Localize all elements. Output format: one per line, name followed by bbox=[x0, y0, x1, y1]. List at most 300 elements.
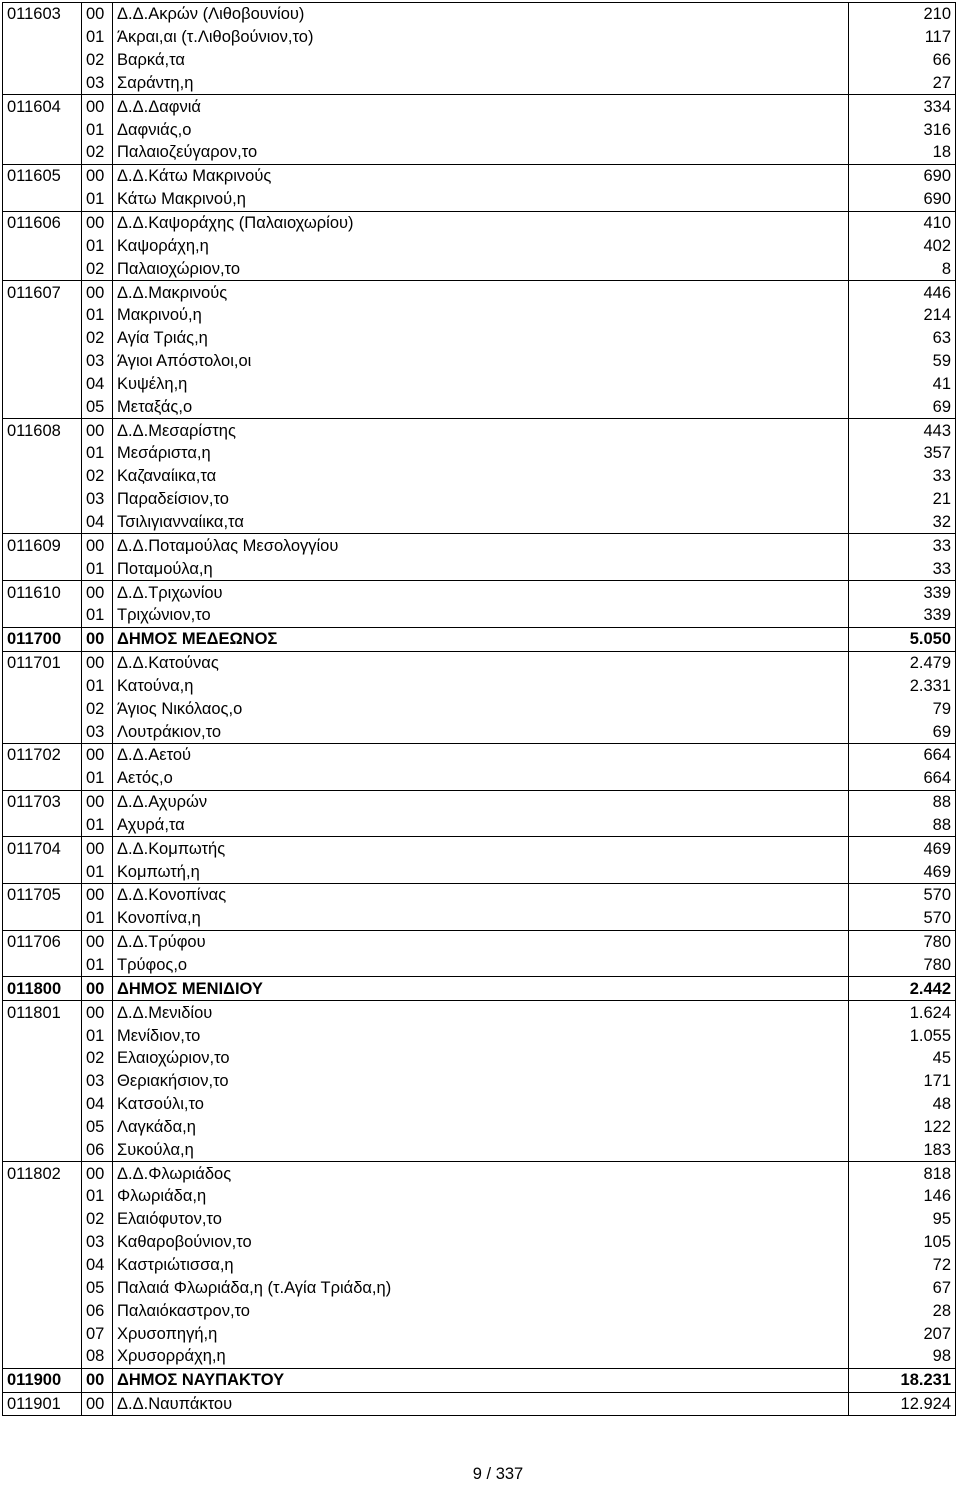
table-row bbox=[3, 814, 956, 837]
subcode-cell: 00 bbox=[82, 419, 113, 442]
code-cell: 011704 bbox=[3, 837, 82, 860]
code-cell bbox=[3, 1276, 82, 1299]
table-row bbox=[3, 767, 956, 790]
code-cell: 011606 bbox=[3, 211, 82, 234]
population-cell: 5.050 bbox=[849, 627, 956, 651]
table-row bbox=[3, 1254, 956, 1277]
code-cell: 011900 bbox=[3, 1368, 82, 1392]
code-cell bbox=[3, 188, 82, 211]
name-cell: Λουτράκιον,το bbox=[113, 720, 849, 743]
name-cell: Δ.Δ.Μακρινούς bbox=[113, 281, 849, 304]
subcode-cell: 01 bbox=[82, 954, 113, 977]
population-cell: 117 bbox=[849, 26, 956, 49]
table-row bbox=[3, 1276, 956, 1299]
subcode-cell: 03 bbox=[82, 1231, 113, 1254]
table-row bbox=[3, 488, 956, 511]
code-cell: 011603 bbox=[3, 3, 82, 26]
table-row bbox=[3, 557, 956, 580]
name-cell: Δ.Δ.Αετού bbox=[113, 744, 849, 767]
subcode-cell: 00 bbox=[82, 1162, 113, 1185]
name-cell: Μενίδιον,το bbox=[113, 1024, 849, 1047]
subcode-cell: 06 bbox=[82, 1299, 113, 1322]
table-row bbox=[3, 395, 956, 418]
table-row bbox=[3, 304, 956, 327]
subcode-cell: 02 bbox=[82, 1208, 113, 1231]
subcode-cell: 03 bbox=[82, 350, 113, 373]
subcode-cell: 01 bbox=[82, 188, 113, 211]
subcode-cell: 00 bbox=[82, 627, 113, 651]
subcode-cell: 02 bbox=[82, 141, 113, 164]
code-cell bbox=[3, 234, 82, 257]
code-cell: 011702 bbox=[3, 744, 82, 767]
subcode-cell: 02 bbox=[82, 697, 113, 720]
population-cell: 95 bbox=[849, 1208, 956, 1231]
table-row bbox=[3, 1093, 956, 1116]
code-cell: 011607 bbox=[3, 281, 82, 304]
name-cell: Κομπωτή,η bbox=[113, 860, 849, 883]
subcode-cell: 07 bbox=[82, 1322, 113, 1345]
name-cell: Λαγκάδα,η bbox=[113, 1116, 849, 1139]
population-cell: 818 bbox=[849, 1162, 956, 1185]
population-cell: 402 bbox=[849, 234, 956, 257]
table-row bbox=[3, 373, 956, 396]
subcode-cell: 00 bbox=[82, 1392, 113, 1416]
population-cell: 2.479 bbox=[849, 651, 956, 674]
subcode-cell: 01 bbox=[82, 304, 113, 327]
name-cell: Μακρινού,η bbox=[113, 304, 849, 327]
subcode-cell: 01 bbox=[82, 26, 113, 49]
table-row bbox=[3, 837, 956, 860]
name-cell: Δ.Δ.Τρύφου bbox=[113, 930, 849, 953]
subcode-cell: 04 bbox=[82, 511, 113, 534]
code-cell bbox=[3, 1345, 82, 1368]
subcode-cell: 01 bbox=[82, 814, 113, 837]
subcode-cell: 01 bbox=[82, 118, 113, 141]
name-cell: Άκραι,αι (τ.Λιθοβούνιον,το) bbox=[113, 26, 849, 49]
table-row bbox=[3, 1024, 956, 1047]
name-cell: Δ.Δ.Κατούνας bbox=[113, 651, 849, 674]
code-cell bbox=[3, 1208, 82, 1231]
code-cell bbox=[3, 72, 82, 95]
population-cell: 69 bbox=[849, 720, 956, 743]
code-cell bbox=[3, 1093, 82, 1116]
code-cell bbox=[3, 304, 82, 327]
code-cell bbox=[3, 1299, 82, 1322]
subcode-cell: 03 bbox=[82, 72, 113, 95]
population-cell: 446 bbox=[849, 281, 956, 304]
name-cell: Παραδείσιον,το bbox=[113, 488, 849, 511]
code-cell: 011705 bbox=[3, 884, 82, 907]
name-cell: Άγιοι Απόστολοι,οι bbox=[113, 350, 849, 373]
population-cell: 443 bbox=[849, 419, 956, 442]
code-cell bbox=[3, 860, 82, 883]
code-cell bbox=[3, 118, 82, 141]
table-row bbox=[3, 26, 956, 49]
table-row bbox=[3, 1345, 956, 1368]
name-cell: Κάτω Μακρινού,η bbox=[113, 188, 849, 211]
name-cell: Κατσούλι,το bbox=[113, 1093, 849, 1116]
table-row bbox=[3, 465, 956, 488]
page-number: 9 / 337 bbox=[472, 1465, 524, 1483]
subcode-cell: 01 bbox=[82, 557, 113, 580]
table-row bbox=[3, 1162, 956, 1185]
table-row bbox=[3, 1208, 956, 1231]
name-cell: Μεσάριστα,η bbox=[113, 442, 849, 465]
subcode-cell: 01 bbox=[82, 1024, 113, 1047]
population-cell: 33 bbox=[849, 534, 956, 557]
subcode-cell: 00 bbox=[82, 3, 113, 26]
population-cell: 18 bbox=[849, 141, 956, 164]
subcode-cell: 01 bbox=[82, 234, 113, 257]
subcode-cell: 05 bbox=[82, 395, 113, 418]
table-row bbox=[3, 907, 956, 930]
subcode-cell: 03 bbox=[82, 720, 113, 743]
population-cell: 33 bbox=[849, 465, 956, 488]
table-row bbox=[3, 1047, 956, 1070]
table-row bbox=[3, 1116, 956, 1139]
table-row bbox=[3, 697, 956, 720]
population-cell: 664 bbox=[849, 744, 956, 767]
table-row bbox=[3, 511, 956, 534]
code-cell: 011703 bbox=[3, 790, 82, 813]
population-cell: 88 bbox=[849, 790, 956, 813]
name-cell: Κυψέλη,η bbox=[113, 373, 849, 396]
subcode-cell: 00 bbox=[82, 581, 113, 604]
name-cell: Καζαναίικα,τα bbox=[113, 465, 849, 488]
name-cell: Χρυσοπηγή,η bbox=[113, 1322, 849, 1345]
name-cell: ΔΗΜΟΣ ΝΑΥΠΑΚΤΟΥ bbox=[113, 1368, 849, 1392]
table-row bbox=[3, 350, 956, 373]
subcode-cell: 05 bbox=[82, 1116, 113, 1139]
table-row bbox=[3, 627, 956, 651]
table-row bbox=[3, 674, 956, 697]
name-cell: Δαφνιάς,ο bbox=[113, 118, 849, 141]
table-row bbox=[3, 1299, 956, 1322]
population-cell: 59 bbox=[849, 350, 956, 373]
table-row bbox=[3, 720, 956, 743]
table-row bbox=[3, 72, 956, 95]
subcode-cell: 00 bbox=[82, 977, 113, 1001]
subcode-cell: 00 bbox=[82, 164, 113, 187]
population-cell: 21 bbox=[849, 488, 956, 511]
table-row bbox=[3, 257, 956, 280]
subcode-cell: 00 bbox=[82, 930, 113, 953]
name-cell: Σαράντη,η bbox=[113, 72, 849, 95]
subcode-cell: 04 bbox=[82, 1093, 113, 1116]
table-row bbox=[3, 977, 956, 1001]
population-cell: 214 bbox=[849, 304, 956, 327]
population-cell: 570 bbox=[849, 884, 956, 907]
code-cell bbox=[3, 954, 82, 977]
code-cell: 011605 bbox=[3, 164, 82, 187]
name-cell: Φλωριάδα,η bbox=[113, 1185, 849, 1208]
population-cell: 32 bbox=[849, 511, 956, 534]
population-cell: 357 bbox=[849, 442, 956, 465]
subcode-cell: 06 bbox=[82, 1138, 113, 1161]
population-cell: 67 bbox=[849, 1276, 956, 1299]
name-cell: Κατούνα,η bbox=[113, 674, 849, 697]
subcode-cell: 02 bbox=[82, 465, 113, 488]
population-cell: 469 bbox=[849, 860, 956, 883]
name-cell: Τρύφος,ο bbox=[113, 954, 849, 977]
name-cell: Μεταξάς,ο bbox=[113, 395, 849, 418]
table-row bbox=[3, 744, 956, 767]
table-row bbox=[3, 1392, 956, 1416]
code-cell: 011901 bbox=[3, 1392, 82, 1416]
table-row bbox=[3, 1322, 956, 1345]
population-cell: 1.624 bbox=[849, 1001, 956, 1024]
subcode-cell: 00 bbox=[82, 534, 113, 557]
code-cell bbox=[3, 465, 82, 488]
code-cell: 011609 bbox=[3, 534, 82, 557]
population-cell: 98 bbox=[849, 1345, 956, 1368]
name-cell: Δ.Δ.Μενιδίου bbox=[113, 1001, 849, 1024]
subcode-cell: 01 bbox=[82, 674, 113, 697]
code-cell bbox=[3, 767, 82, 790]
name-cell: Θεριακήσιον,το bbox=[113, 1070, 849, 1093]
name-cell: Δ.Δ.Κομπωτής bbox=[113, 837, 849, 860]
code-cell: 011802 bbox=[3, 1162, 82, 1185]
table-body bbox=[3, 3, 956, 1416]
code-cell bbox=[3, 1185, 82, 1208]
population-cell: 45 bbox=[849, 1047, 956, 1070]
population-cell: 41 bbox=[849, 373, 956, 396]
table-row bbox=[3, 3, 956, 26]
subcode-cell: 04 bbox=[82, 1254, 113, 1277]
name-cell: Δ.Δ.Ακρών (Λιθοβουνίου) bbox=[113, 3, 849, 26]
population-cell: 469 bbox=[849, 837, 956, 860]
code-cell bbox=[3, 350, 82, 373]
code-cell bbox=[3, 395, 82, 418]
subcode-cell: 01 bbox=[82, 860, 113, 883]
population-cell: 664 bbox=[849, 767, 956, 790]
population-cell: 33 bbox=[849, 557, 956, 580]
table-row bbox=[3, 1001, 956, 1024]
name-cell: Δ.Δ.Αχυρών bbox=[113, 790, 849, 813]
population-cell: 72 bbox=[849, 1254, 956, 1277]
population-cell: 1.055 bbox=[849, 1024, 956, 1047]
code-cell bbox=[3, 327, 82, 350]
name-cell: Δ.Δ.Φλωριάδος bbox=[113, 1162, 849, 1185]
name-cell: Δ.Δ.Κάτω Μακρινούς bbox=[113, 164, 849, 187]
code-cell bbox=[3, 557, 82, 580]
code-cell bbox=[3, 1254, 82, 1277]
name-cell: ΔΗΜΟΣ ΜΕΔΕΩΝΟΣ bbox=[113, 627, 849, 651]
code-cell bbox=[3, 604, 82, 627]
code-cell bbox=[3, 257, 82, 280]
name-cell: Αετός,ο bbox=[113, 767, 849, 790]
name-cell: Δ.Δ.Κονοπίνας bbox=[113, 884, 849, 907]
subcode-cell: 01 bbox=[82, 604, 113, 627]
subcode-cell: 03 bbox=[82, 488, 113, 511]
name-cell: Παλαιοχώριον,το bbox=[113, 257, 849, 280]
name-cell: Χρυσορράχη,η bbox=[113, 1345, 849, 1368]
population-cell: 210 bbox=[849, 3, 956, 26]
subcode-cell: 05 bbox=[82, 1276, 113, 1299]
code-cell bbox=[3, 141, 82, 164]
name-cell: Άγιος Νικόλαος,ο bbox=[113, 697, 849, 720]
name-cell: Δ.Δ.Μεσαρίστης bbox=[113, 419, 849, 442]
population-cell: 2.442 bbox=[849, 977, 956, 1001]
subcode-cell: 01 bbox=[82, 907, 113, 930]
subcode-cell: 02 bbox=[82, 257, 113, 280]
code-cell bbox=[3, 674, 82, 697]
population-cell: 69 bbox=[849, 395, 956, 418]
code-cell: 011800 bbox=[3, 977, 82, 1001]
code-cell bbox=[3, 49, 82, 72]
name-cell: Δ.Δ.Ναυπάκτου bbox=[113, 1392, 849, 1416]
table-row bbox=[3, 442, 956, 465]
code-cell bbox=[3, 1070, 82, 1093]
table-row bbox=[3, 49, 956, 72]
name-cell: Κονοπίνα,η bbox=[113, 907, 849, 930]
subcode-cell: 00 bbox=[82, 1368, 113, 1392]
table-row bbox=[3, 419, 956, 442]
population-cell: 63 bbox=[849, 327, 956, 350]
table-row bbox=[3, 790, 956, 813]
code-cell bbox=[3, 814, 82, 837]
subcode-cell: 02 bbox=[82, 327, 113, 350]
table-row bbox=[3, 1368, 956, 1392]
subcode-cell: 01 bbox=[82, 1185, 113, 1208]
population-cell: 570 bbox=[849, 907, 956, 930]
name-cell: Παλαιόκαστρον,το bbox=[113, 1299, 849, 1322]
code-cell: 011801 bbox=[3, 1001, 82, 1024]
name-cell: Τσιλιγιανναίικα,τα bbox=[113, 511, 849, 534]
table-row bbox=[3, 327, 956, 350]
code-cell bbox=[3, 488, 82, 511]
population-cell: 316 bbox=[849, 118, 956, 141]
subcode-cell: 00 bbox=[82, 281, 113, 304]
population-cell: 339 bbox=[849, 604, 956, 627]
population-cell: 207 bbox=[849, 1322, 956, 1345]
name-cell: Βαρκά,τα bbox=[113, 49, 849, 72]
population-table bbox=[2, 2, 956, 1416]
table-row bbox=[3, 1231, 956, 1254]
population-cell: 12.924 bbox=[849, 1392, 956, 1416]
name-cell: Παλαιά Φλωριάδα,η (τ.Αγία Τριάδα,η) bbox=[113, 1276, 849, 1299]
population-cell: 122 bbox=[849, 1116, 956, 1139]
population-cell: 690 bbox=[849, 188, 956, 211]
name-cell: Ποταμούλα,η bbox=[113, 557, 849, 580]
name-cell: Παλαιοζεύγαρον,το bbox=[113, 141, 849, 164]
table-row bbox=[3, 118, 956, 141]
population-cell: 690 bbox=[849, 164, 956, 187]
code-cell: 011610 bbox=[3, 581, 82, 604]
table-row bbox=[3, 211, 956, 234]
subcode-cell: 00 bbox=[82, 744, 113, 767]
code-cell: 011604 bbox=[3, 95, 82, 118]
table-row bbox=[3, 164, 956, 187]
population-cell: 27 bbox=[849, 72, 956, 95]
subcode-cell: 02 bbox=[82, 1047, 113, 1070]
code-cell bbox=[3, 720, 82, 743]
name-cell: Δ.Δ.Καψοράχης (Παλαιοχωρίου) bbox=[113, 211, 849, 234]
population-cell: 18.231 bbox=[849, 1368, 956, 1392]
name-cell: Καστριώτισσα,η bbox=[113, 1254, 849, 1277]
name-cell: Δ.Δ.Ποταμούλας Μεσολογγίου bbox=[113, 534, 849, 557]
population-cell: 171 bbox=[849, 1070, 956, 1093]
table-row bbox=[3, 281, 956, 304]
name-cell: Αγία Τριάς,η bbox=[113, 327, 849, 350]
population-cell: 88 bbox=[849, 814, 956, 837]
table-row bbox=[3, 234, 956, 257]
code-cell bbox=[3, 511, 82, 534]
population-cell: 105 bbox=[849, 1231, 956, 1254]
name-cell: Δ.Δ.Δαφνιά bbox=[113, 95, 849, 118]
code-cell: 011700 bbox=[3, 627, 82, 651]
population-cell: 780 bbox=[849, 930, 956, 953]
name-cell: Αχυρά,τα bbox=[113, 814, 849, 837]
population-cell: 334 bbox=[849, 95, 956, 118]
population-cell: 780 bbox=[849, 954, 956, 977]
subcode-cell: 00 bbox=[82, 1001, 113, 1024]
table-row bbox=[3, 1070, 956, 1093]
code-cell: 011608 bbox=[3, 419, 82, 442]
code-cell bbox=[3, 697, 82, 720]
subcode-cell: 01 bbox=[82, 442, 113, 465]
table-row bbox=[3, 954, 956, 977]
population-cell: 28 bbox=[849, 1299, 956, 1322]
name-cell: Συκούλα,η bbox=[113, 1138, 849, 1161]
table-row bbox=[3, 604, 956, 627]
subcode-cell: 00 bbox=[82, 95, 113, 118]
subcode-cell: 08 bbox=[82, 1345, 113, 1368]
subcode-cell: 00 bbox=[82, 211, 113, 234]
code-cell bbox=[3, 373, 82, 396]
name-cell: Καθαροβούνιον,το bbox=[113, 1231, 849, 1254]
subcode-cell: 00 bbox=[82, 651, 113, 674]
population-cell: 8 bbox=[849, 257, 956, 280]
table-row bbox=[3, 188, 956, 211]
name-cell: Καψοράχη,η bbox=[113, 234, 849, 257]
code-cell: 011701 bbox=[3, 651, 82, 674]
code-cell bbox=[3, 442, 82, 465]
table-row bbox=[3, 884, 956, 907]
name-cell: Δ.Δ.Τριχωνίου bbox=[113, 581, 849, 604]
table-row bbox=[3, 95, 956, 118]
name-cell: ΔΗΜΟΣ ΜΕΝΙΔΙΟΥ bbox=[113, 977, 849, 1001]
subcode-cell: 01 bbox=[82, 767, 113, 790]
table-row bbox=[3, 1185, 956, 1208]
population-cell: 410 bbox=[849, 211, 956, 234]
table-row bbox=[3, 651, 956, 674]
name-cell: Ελαιοχώριον,το bbox=[113, 1047, 849, 1070]
subcode-cell: 02 bbox=[82, 49, 113, 72]
subcode-cell: 04 bbox=[82, 373, 113, 396]
code-cell bbox=[3, 1322, 82, 1345]
population-cell: 79 bbox=[849, 697, 956, 720]
table-row bbox=[3, 1138, 956, 1161]
code-cell bbox=[3, 1024, 82, 1047]
code-cell bbox=[3, 907, 82, 930]
code-cell bbox=[3, 1047, 82, 1070]
population-cell: 48 bbox=[849, 1093, 956, 1116]
code-cell bbox=[3, 26, 82, 49]
name-cell: Ελαιόφυτον,το bbox=[113, 1208, 849, 1231]
population-cell: 2.331 bbox=[849, 674, 956, 697]
table-row bbox=[3, 930, 956, 953]
subcode-cell: 03 bbox=[82, 1070, 113, 1093]
population-cell: 339 bbox=[849, 581, 956, 604]
table-row bbox=[3, 534, 956, 557]
subcode-cell: 00 bbox=[82, 837, 113, 860]
code-cell bbox=[3, 1231, 82, 1254]
name-cell: Τριχώνιον,το bbox=[113, 604, 849, 627]
population-cell: 66 bbox=[849, 49, 956, 72]
code-cell: 011706 bbox=[3, 930, 82, 953]
code-cell bbox=[3, 1116, 82, 1139]
